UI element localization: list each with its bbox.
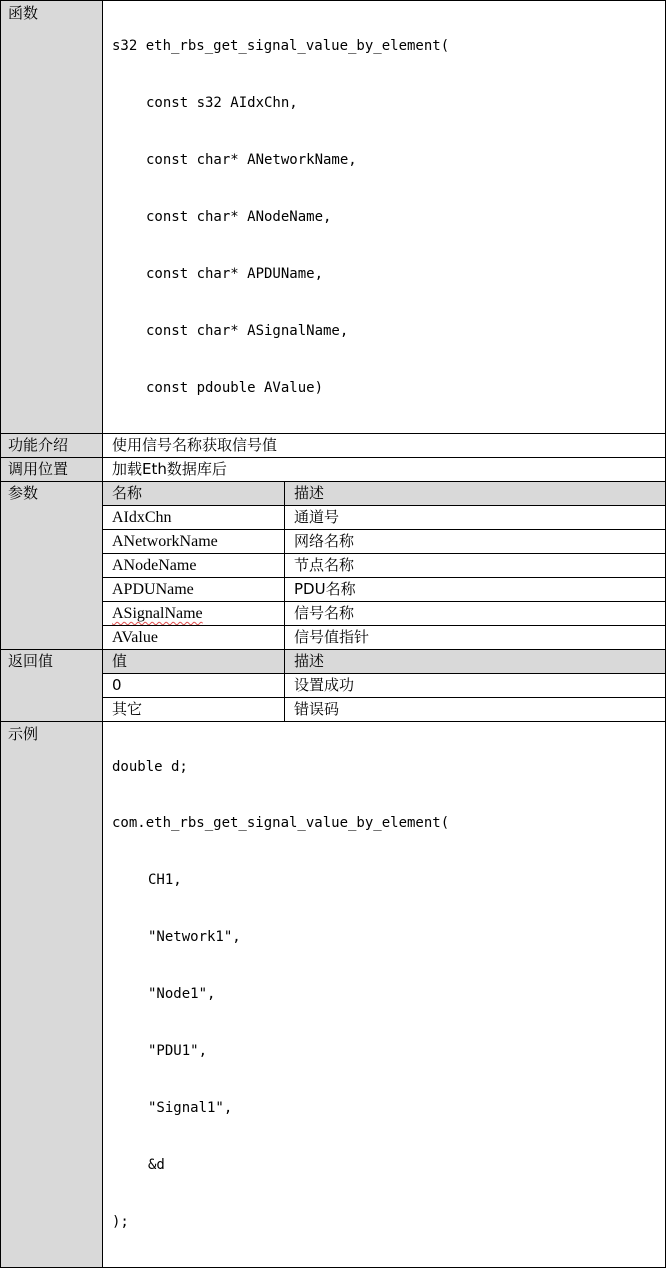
param-name-text: ASignalName bbox=[112, 605, 203, 622]
code-line: double d; bbox=[112, 759, 188, 775]
params-col-desc: 描述 bbox=[285, 482, 666, 506]
param-desc: PDU名称 bbox=[285, 578, 666, 602]
example-label: 示例 bbox=[1, 722, 103, 1268]
signature-line: const s32 AIdxChn, bbox=[146, 95, 298, 111]
param-name: ANodeName bbox=[103, 554, 285, 578]
code-line: ); bbox=[112, 1214, 129, 1230]
code-line: "Signal1", bbox=[148, 1100, 233, 1116]
param-desc: 节点名称 bbox=[285, 554, 666, 578]
returns-label: 返回值 bbox=[1, 650, 103, 722]
signature-line: const char* ASignalName, bbox=[146, 323, 349, 339]
code-line: com.eth_rbs_get_signal_value_by_element( bbox=[112, 815, 450, 831]
function-signature bbox=[103, 1, 666, 434]
signature-line: const char* ANetworkName, bbox=[146, 152, 357, 168]
param-desc: 通道号 bbox=[285, 506, 666, 530]
example-code bbox=[103, 722, 666, 1268]
call-position-value: 加载Eth数据库后 bbox=[103, 458, 666, 482]
signature-line: const char* ANodeName, bbox=[146, 209, 332, 225]
signature-line: const char* APDUName, bbox=[146, 266, 324, 282]
return-desc: 错误码 bbox=[285, 698, 666, 722]
return-value: 其它 bbox=[103, 698, 285, 722]
param-desc: 网络名称 bbox=[285, 530, 666, 554]
param-name: APDUName bbox=[103, 578, 285, 602]
return-value: 0 bbox=[103, 674, 285, 698]
code-line: "PDU1", bbox=[148, 1043, 208, 1059]
returns-col-desc: 描述 bbox=[285, 650, 666, 674]
params-label: 参数 bbox=[1, 482, 103, 650]
call-position-row bbox=[1, 458, 666, 482]
returns-col-value: 值 bbox=[103, 650, 285, 674]
description-label: 功能介绍 bbox=[1, 434, 103, 458]
params-header-row bbox=[1, 482, 666, 506]
returns-header-row bbox=[1, 650, 666, 674]
signature-line: const pdouble AValue) bbox=[146, 380, 324, 396]
param-name bbox=[103, 602, 285, 626]
function-row bbox=[1, 1, 666, 434]
return-desc: 设置成功 bbox=[285, 674, 666, 698]
function-label: 函数 bbox=[1, 1, 103, 434]
code-line: CH1, bbox=[148, 872, 182, 888]
signature-line: s32 eth_rbs_get_signal_value_by_element( bbox=[112, 38, 450, 54]
param-desc: 信号名称 bbox=[285, 602, 666, 626]
param-desc: 信号值指针 bbox=[285, 626, 666, 650]
code-line: "Network1", bbox=[148, 929, 241, 945]
example-row bbox=[1, 722, 666, 1268]
param-name: AValue bbox=[103, 626, 285, 650]
code-line: &d bbox=[148, 1157, 165, 1173]
params-col-name: 名称 bbox=[103, 482, 285, 506]
description-value: 使用信号名称获取信号值 bbox=[103, 434, 666, 458]
param-name: AIdxChn bbox=[103, 506, 285, 530]
description-row bbox=[1, 434, 666, 458]
param-name: ANetworkName bbox=[103, 530, 285, 554]
code-line: "Node1", bbox=[148, 986, 216, 1002]
call-position-label: 调用位置 bbox=[1, 458, 103, 482]
